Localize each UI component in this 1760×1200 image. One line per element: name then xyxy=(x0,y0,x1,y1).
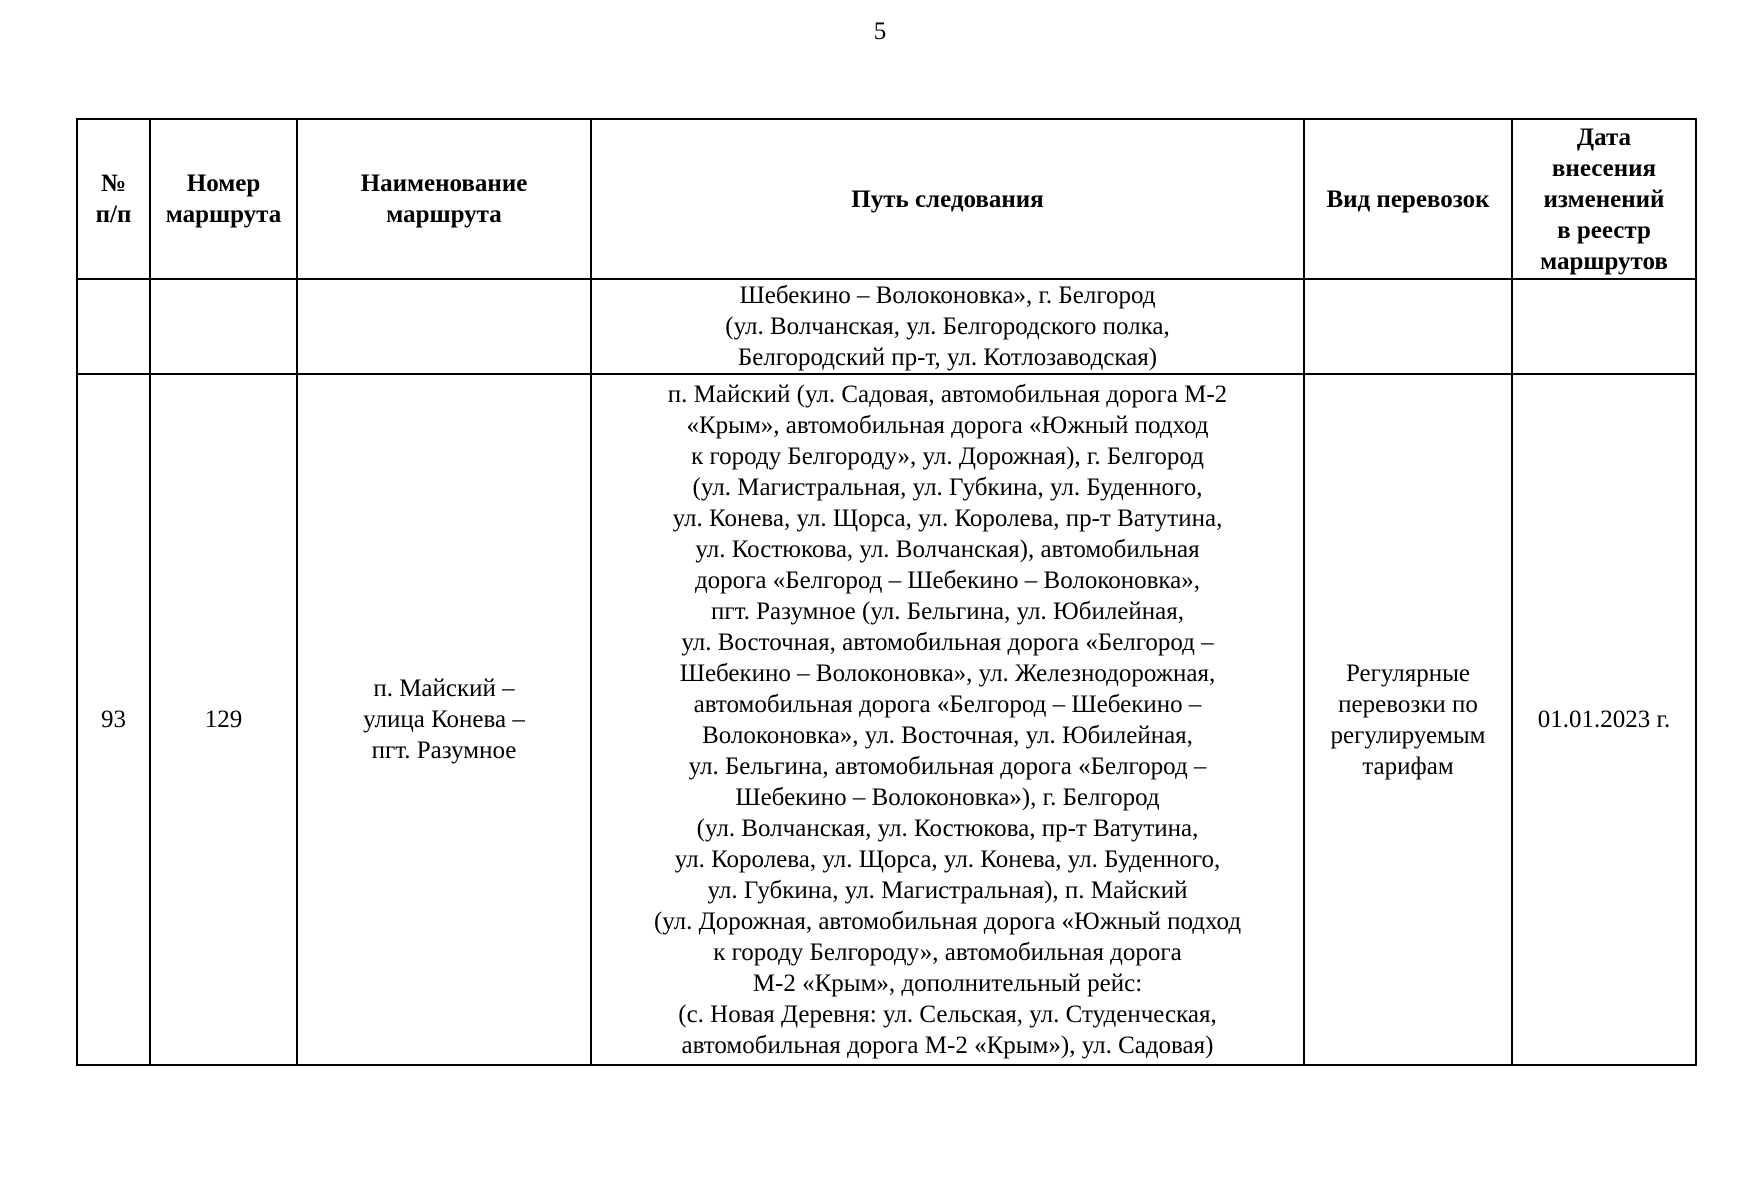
header-transport-type: Вид перевозок xyxy=(1304,119,1512,279)
cell-path: Шебекино – Волоконовка», г. Белгород (ул. Волчанская, ул. Белгородского полка, Белгородский пр-т, ул. Котлозаводская) xyxy=(591,279,1304,374)
cell-route-number: 129 xyxy=(150,374,297,1065)
page-number: 5 xyxy=(873,18,887,45)
cell-route-name: п. Майский – улица Конева – пгт. Разумное xyxy=(297,374,591,1065)
table-header-row xyxy=(77,119,1696,279)
cell-transport-type xyxy=(1304,279,1512,374)
header-num: № п/п xyxy=(77,119,150,279)
cell-date: 01.01.2023 г. xyxy=(1512,374,1696,1065)
cell-num: 93 xyxy=(77,374,150,1065)
cell-date xyxy=(1512,279,1696,374)
table-row-continuation xyxy=(77,279,1696,374)
cell-num xyxy=(77,279,150,374)
cell-route-name xyxy=(297,279,591,374)
header-route-number: Номер маршрута xyxy=(150,119,297,279)
header-route-name: Наименование маршрута xyxy=(297,119,591,279)
table-row xyxy=(77,374,1696,1065)
cell-transport-type: Регулярные перевозки по регулируемым тарифам xyxy=(1304,374,1512,1065)
header-date: Дата внесения изменений в реестр маршрутов xyxy=(1512,119,1696,279)
header-path: Путь следования xyxy=(591,119,1304,279)
cell-route-number xyxy=(150,279,297,374)
route-registry-table xyxy=(76,118,1697,1066)
cell-path: п. Майский (ул. Садовая, автомобильная дорога М-2 «Крым», автомобильная дорога «Южный подход к городу Белгороду», ул. Дорожная), г. Белгород (ул. Магистральная, ул. Губкина, ул. Буденного, ул. Конева, ул. Щорса, ул. Королева, пр-т Ватутина, ул. Костюкова, ул. Волчанская), автомобильная дорога «Белгород – Шебекино – Волоконовка», пгт. Разумное (ул. Бельгина, ул. Юбилейная, ул. Восточная, автомобильная дорога «Белгород – Шебекино – Волоконовка», ул. Железнодорожная, автомобильная дорога «Белгород – Шебекино – Волоконовка», ул. Восточная, ул. Юбилейная, ул. Бельгина, автомобильная дорога «Белгород – Шебекино – Волоконовка»), г. Белгород (ул. Волчанская, ул. Костюкова, пр-т Ватутина, ул. Королева, ул. Щорса, ул. Конева, ул. Буденного, ул. Губкина, ул. Магистральная), п. Майский (ул. Дорожная, автомобильная дорога «Южный подход к городу Белгороду», автомобильная дорога М-2 «Крым», дополнительный рейс: (с. Новая Деревня: ул. Сельская, ул. Студенческая, автомобильная дорога М-2 «Крым»), ул. Садовая) xyxy=(591,374,1304,1065)
